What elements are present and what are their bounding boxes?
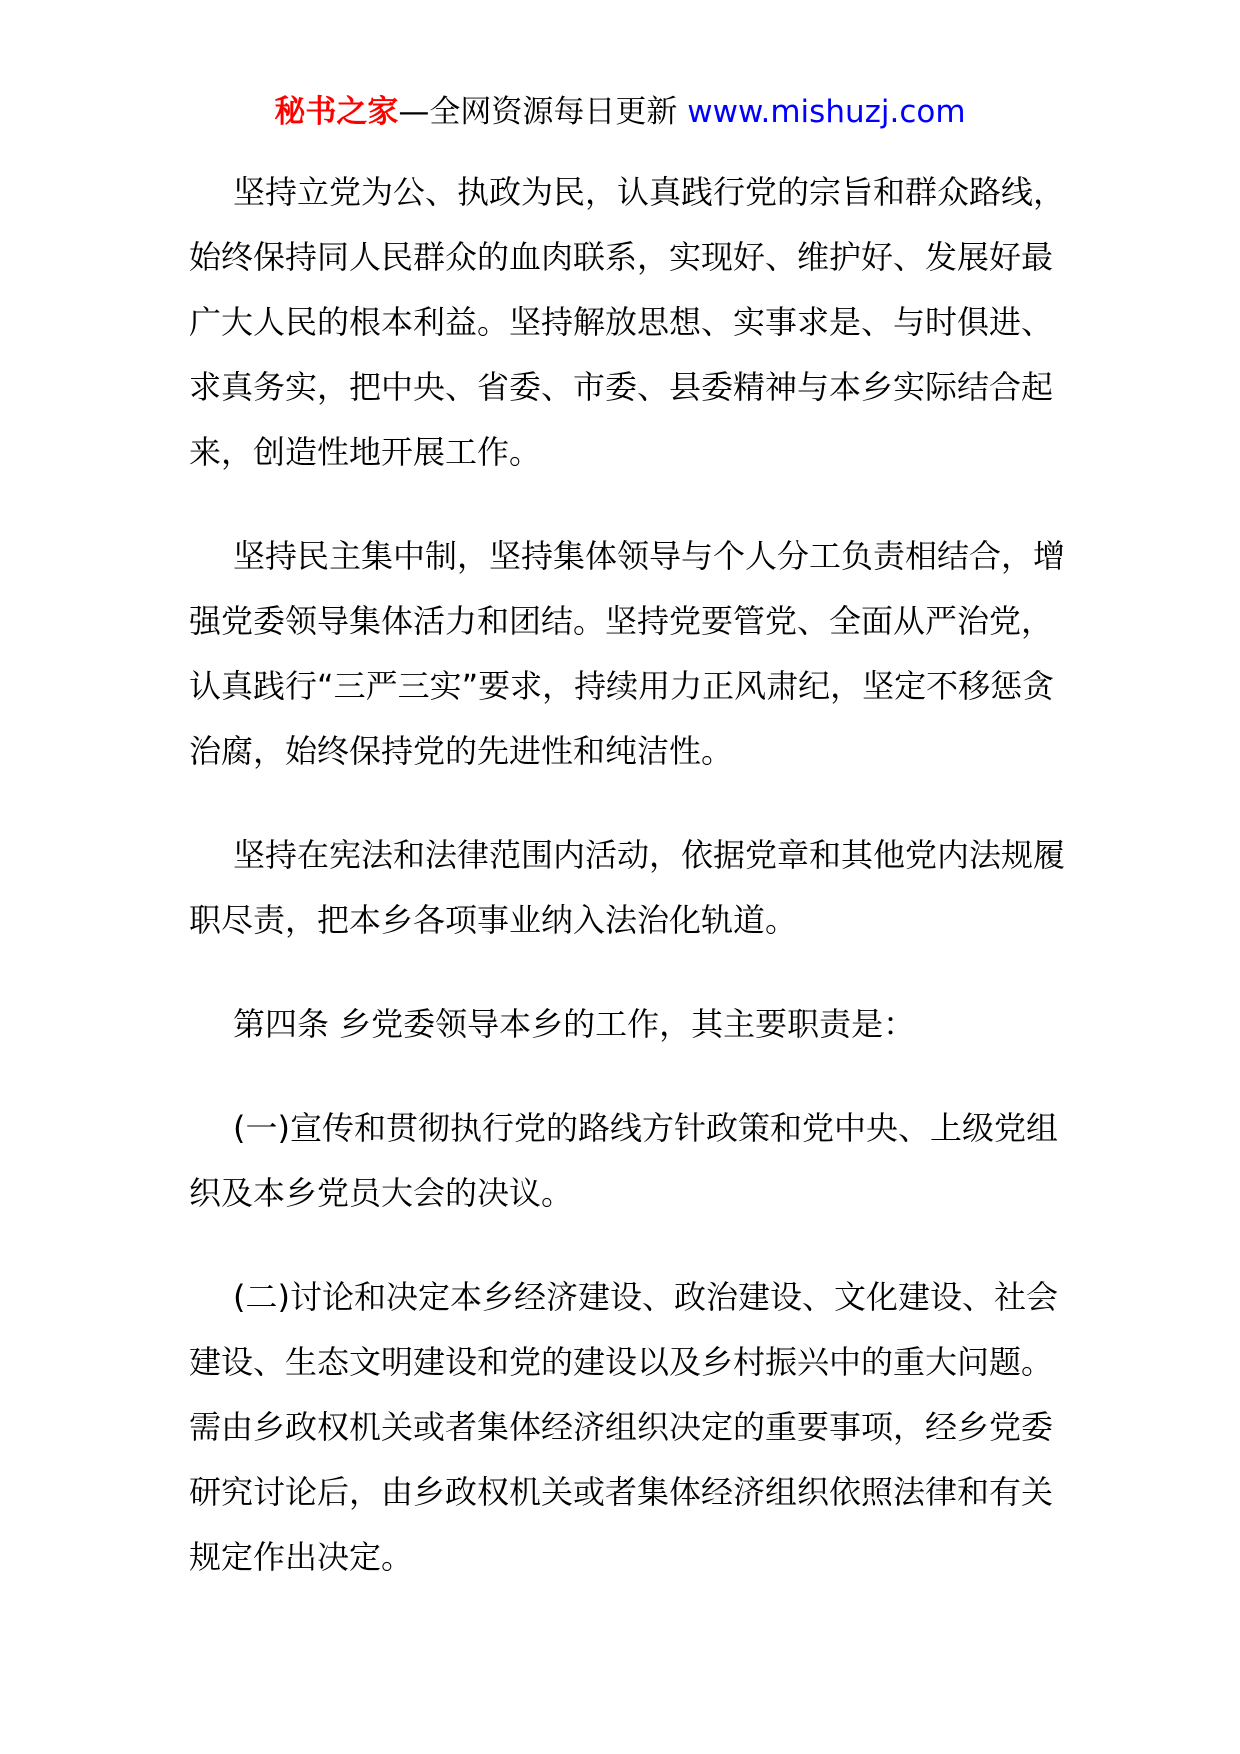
article-heading: 第四条 乡党委领导本乡的工作，其主要职责是： — [233, 1005, 916, 1043]
page-header — [0, 92, 1240, 132]
site-brand: 秘书之家 — [274, 94, 399, 130]
paragraph: 坚持立党为公、执政为民，认真践行党的宗旨和群众路线，始终保持同人民群众的血肉联系，实现好、维护好、发展好最广大人民的根本利益。坚持解放思想、实事求是、与时俱进、求真务实，把中央、省委、市委、县委精神与本乡实际结合起来，创造性地开展工作。 — [189, 173, 1066, 471]
site-url-link[interactable]: www.mishuzj.com — [687, 94, 966, 130]
paragraph: 坚持民主集中制，坚持集体领导与个人分工负责相结合，增强党委领导集体活力和团结。坚持党要管党、全面从严治党，认真践行“三严三实”要求，持续用力正风肃纪，坚定不移惩贪治腐，始终保持党的先进性和纯洁性。 — [189, 537, 1066, 770]
paragraph: 坚持在宪法和法律范围内活动，依据党章和其他党内法规履职尽责，把本乡各项事业纳入法治化轨道。 — [189, 836, 1066, 939]
list-item: (一)宣传和贯彻执行党的路线方针政策和党中央、上级党组织及本乡党员大会的决议。 — [189, 1109, 1058, 1212]
list-item: (二)讨论和决定本乡经济建设、政治建设、文化建设、社会建设、生态文明建设和党的建设以及乡村振兴中的重大问题。需由乡政权机关或者集体经济组织决定的重要事项，经乡党委研究讨论后，由乡政权机关或者集体经济组织依照法律和有关规定作出决定。 — [189, 1278, 1058, 1576]
document-body — [189, 160, 1069, 1629]
site-tagline: —全网资源每日更新 — [398, 94, 688, 130]
